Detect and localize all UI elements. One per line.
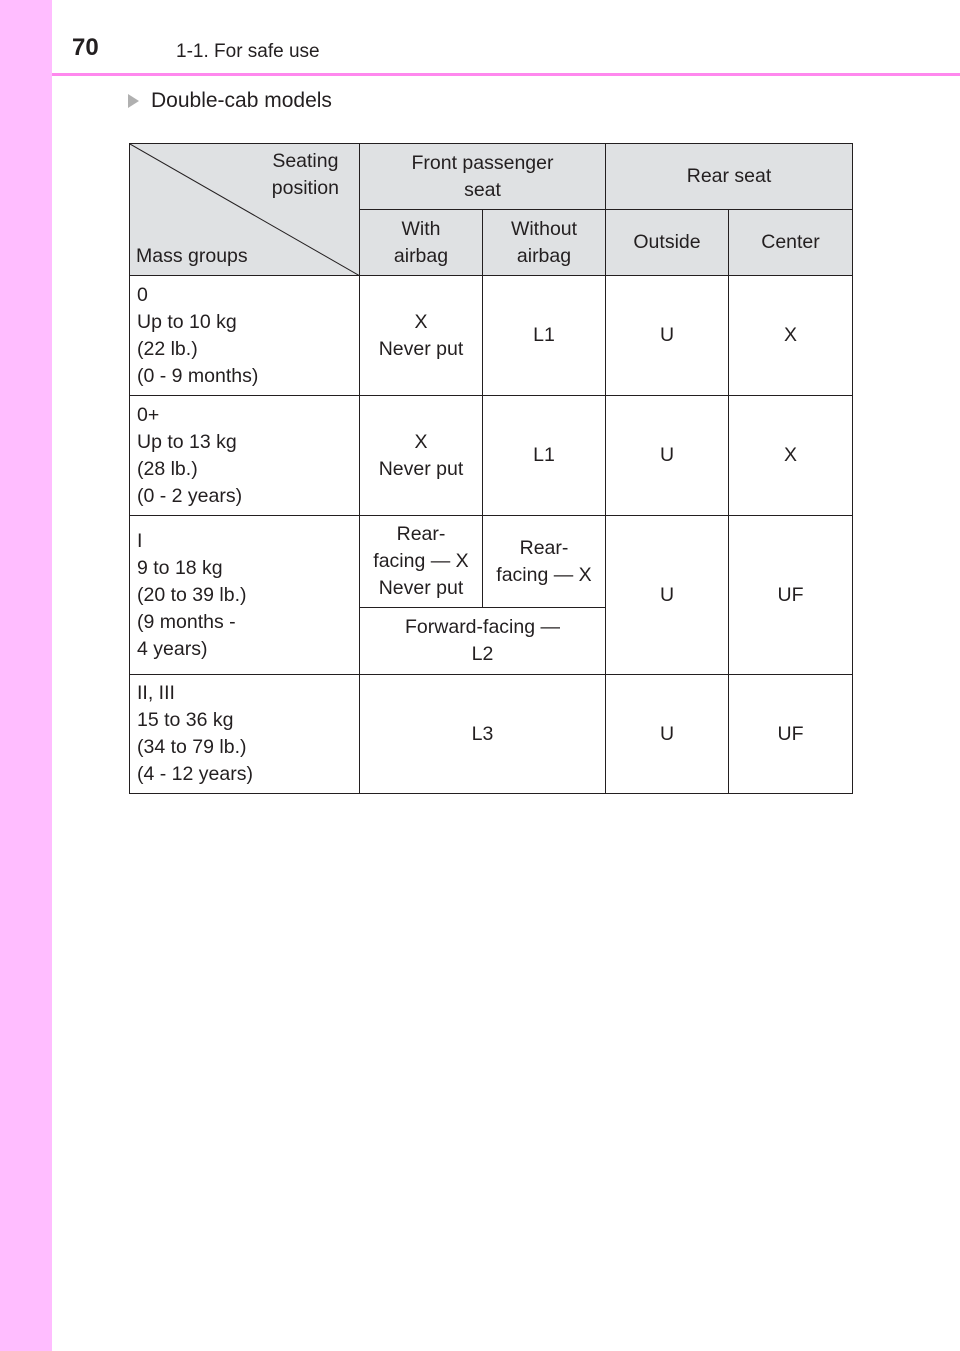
outside-cell: U — [606, 396, 729, 516]
page-number: 70 — [72, 34, 99, 61]
header-rear-seat: Rear seat — [606, 144, 853, 210]
without-airbag-cell: Rear- facing — X — [483, 516, 606, 608]
subheader-with-airbag: With airbag — [360, 210, 483, 276]
subheader-without-airbag: Without airbag — [483, 210, 606, 276]
outside-cell: U — [606, 276, 729, 396]
header-rule — [52, 73, 960, 76]
child-seat-table — [129, 143, 853, 794]
center-cell: UF — [729, 675, 853, 794]
with-airbag-cell: Rear- facing — X Never put — [360, 516, 483, 608]
mass-group-cell: 0+ Up to 13 kg (28 lb.) (0 - 2 years) — [130, 396, 360, 516]
table-row — [130, 276, 853, 396]
subheader-center: Center — [729, 210, 853, 276]
mass-group-cell: 0 Up to 10 kg (22 lb.) (0 - 9 months) — [130, 276, 360, 396]
subheader-outside: Outside — [606, 210, 729, 276]
front-passenger-cell: L3 — [360, 675, 606, 794]
triangle-bullet-icon — [128, 94, 139, 108]
center-cell: UF — [729, 516, 853, 675]
table-row — [130, 516, 853, 608]
table-row — [130, 396, 853, 516]
corner-mass-groups: Mass groups — [136, 245, 248, 267]
mass-group-cell: I 9 to 18 kg (20 to 39 lb.) (9 months - 4 years) — [130, 516, 360, 675]
header-front-passenger-seat: Front passenger seat — [360, 144, 606, 210]
subheading — [128, 88, 332, 114]
section-title: 1-1. For safe use — [176, 41, 320, 62]
outside-cell: U — [606, 516, 729, 675]
subheading-text: Double-cab models — [151, 89, 332, 112]
mass-group-cell: II, III 15 to 36 kg (34 to 79 lb.) (4 - 12 years) — [130, 675, 360, 794]
center-cell: X — [729, 276, 853, 396]
side-color-strip — [0, 0, 52, 1351]
with-airbag-cell: X Never put — [360, 396, 483, 516]
table-row — [130, 675, 853, 794]
outside-cell: U — [606, 675, 729, 794]
with-airbag-cell: X Never put — [360, 276, 483, 396]
corner-cell — [130, 144, 360, 276]
center-cell: X — [729, 396, 853, 516]
without-airbag-cell: L1 — [483, 396, 606, 516]
corner-seating-position: Seating position — [271, 150, 339, 199]
without-airbag-cell: L1 — [483, 276, 606, 396]
forward-facing-cell: Forward-facing — L2 — [360, 608, 606, 675]
